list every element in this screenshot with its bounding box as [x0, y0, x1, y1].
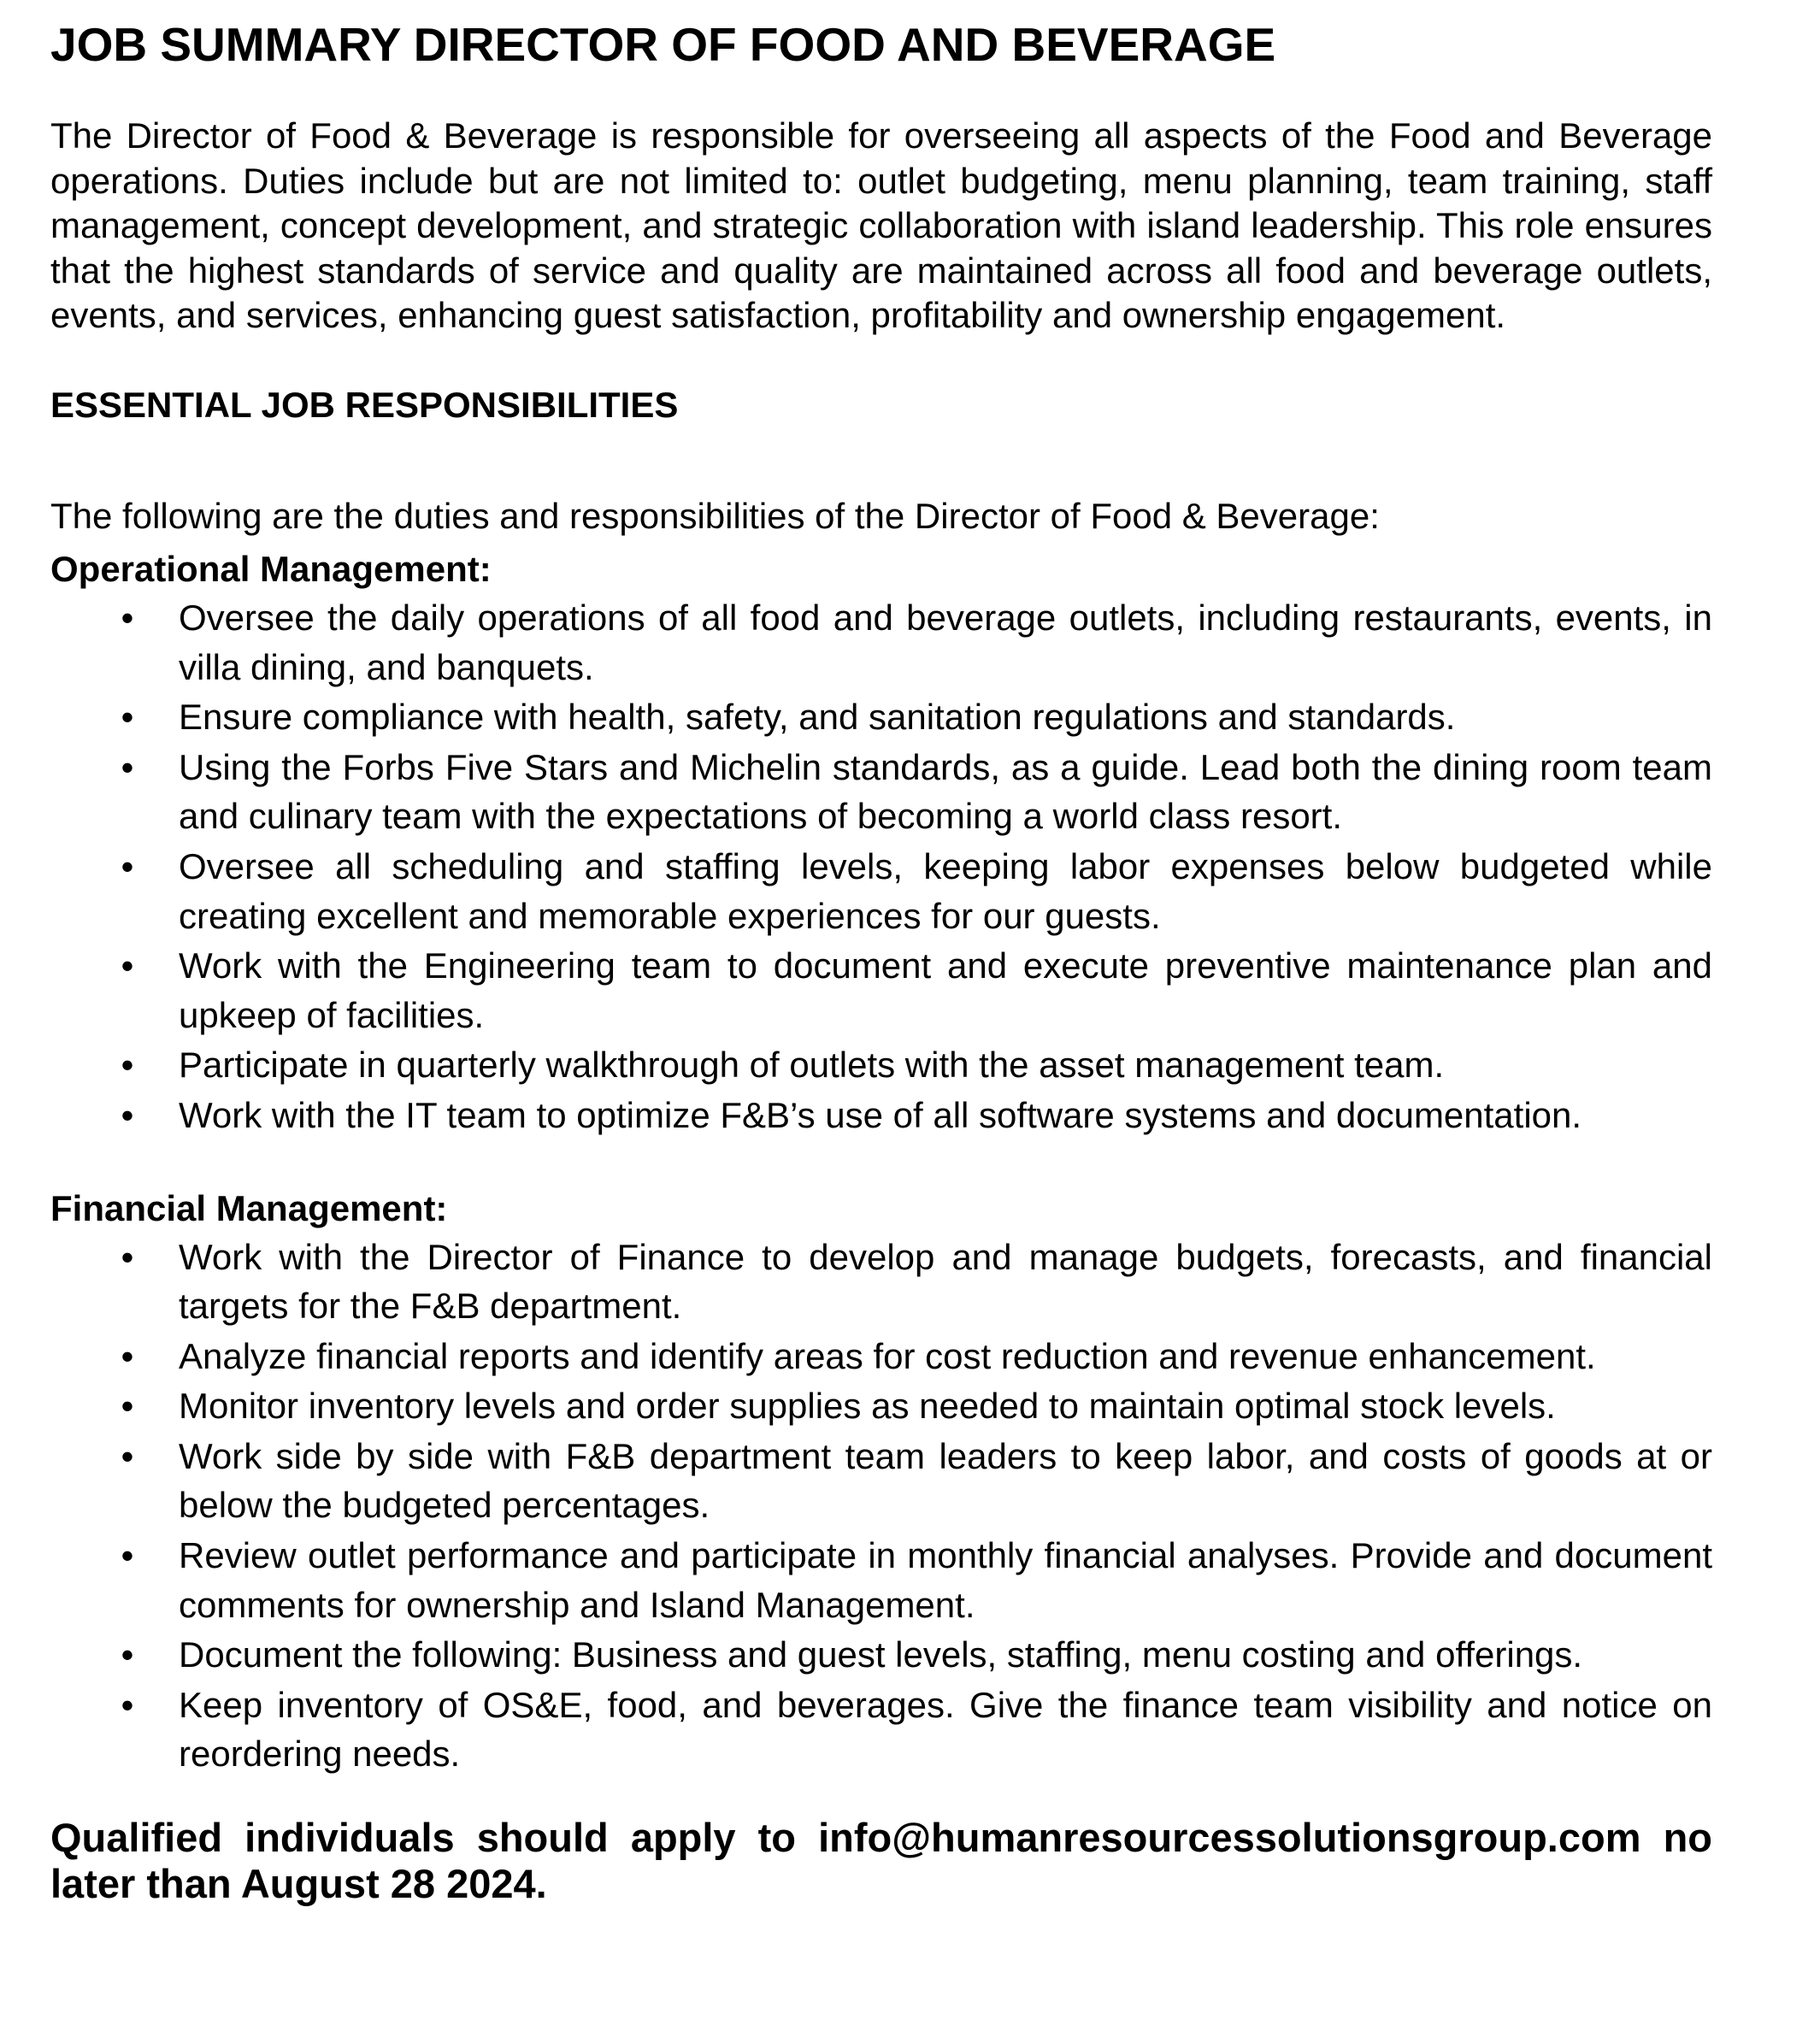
list-item: [50, 1381, 1712, 1431]
list-item-text: Monitor inventory levels and order supplies as needed to maintain optimal stock levels.: [179, 1386, 1556, 1427]
bullet-icon: •: [121, 845, 134, 886]
list-item: [50, 1233, 1712, 1331]
bullet-icon: •: [121, 1236, 134, 1277]
list-item-text: Ensure compliance with health, safety, and sanitation regulations and standards.: [179, 697, 1456, 738]
document-page: [50, 15, 1712, 1907]
financial-management-list: [50, 1233, 1712, 1780]
list-item: [50, 941, 1712, 1039]
bullet-icon: •: [121, 697, 134, 738]
list-item-text: Review outlet performance and participate in monthly financial analyses. Provide and document comments for ownership and Island Management.: [179, 1535, 1712, 1625]
bullet-icon: •: [121, 746, 134, 787]
list-item-text: Participate in quarterly walkthrough of outlets with the asset management team.: [179, 1045, 1445, 1086]
responsibilities-heading: ESSENTIAL JOB RESPONSIBILITIES: [50, 384, 679, 425]
responsibilities-intro: The following are the duties and responsibilities of the Director of Food & Beverage:: [50, 495, 1380, 536]
list-item-text: Work side by side with F&B department team leaders to keep labor, and costs of goods at or below the budgeted percentages.: [179, 1435, 1712, 1526]
list-item-text: Oversee all scheduling and staffing levels, keeping labor expenses below budgeted while creating excellent and memorable experiences for our guests.: [179, 845, 1712, 936]
list-item: [50, 1040, 1712, 1090]
list-item-text: Work with the IT team to optimize F&B’s use of all software systems and documentation.: [179, 1094, 1582, 1135]
list-item: [50, 842, 1712, 940]
bullet-icon: •: [121, 1634, 134, 1675]
job-summary-paragraph: The Director of Food & Beverage is responsible for overseeing all aspects of the Food and Beverage operations. Duties include but are not limited to: outlet budgeting, menu planning, team training, staff management, concept development, and strategic collaboration with island leadership. This role ensures that the highest standards of service and quality are maintained across all food and beverage outlets, events, and services, enhancing guest satisfaction, profitability and ownership engagement.: [50, 115, 1712, 336]
bullet-icon: •: [121, 1335, 134, 1376]
bullet-icon: •: [121, 1045, 134, 1086]
financial-management-heading: Financial Management:: [50, 1187, 448, 1228]
list-item: [50, 1531, 1712, 1629]
bullet-icon: •: [121, 1684, 134, 1725]
list-item-text: Work with the Director of Finance to develop and manage budgets, forecasts, and financial targets for the F&B department.: [179, 1236, 1712, 1327]
list-item-text: Using the Forbs Five Stars and Michelin standards, as a guide. Lead both the dining room team and culinary team with the expectations of becoming a world class resort.: [179, 746, 1712, 837]
list-item-text: Analyze financial reports and identify areas for cost reduction and revenue enhancement.: [179, 1335, 1596, 1376]
application-instructions: Qualified individuals should apply to info@humanresourcessolutionsgroup.com no later than August 28 2024.: [50, 1815, 1712, 1907]
operational-management-heading: Operational Management:: [50, 548, 492, 589]
list-item: [50, 743, 1712, 841]
list-item-text: Document the following: Business and guest levels, staffing, menu costing and offerings.: [179, 1634, 1583, 1675]
bullet-icon: •: [121, 1094, 134, 1135]
list-item: [50, 593, 1712, 692]
list-item-text: Work with the Engineering team to document and execute preventive maintenance plan and upkeep of facilities.: [179, 945, 1712, 1035]
list-item: [50, 1332, 1712, 1381]
bullet-icon: •: [121, 1435, 134, 1476]
list-item-text: Keep inventory of OS&E, food, and beverages. Give the finance team visibility and notice on reordering needs.: [179, 1684, 1712, 1775]
document-title: JOB SUMMARY DIRECTOR OF FOOD AND BEVERAGE: [50, 18, 1276, 71]
list-item: [50, 1432, 1712, 1530]
bullet-icon: •: [121, 597, 134, 638]
bullet-icon: •: [121, 945, 134, 986]
list-item-text: Oversee the daily operations of all food and beverage outlets, including restaurants, events, in villa dining, and banquets.: [179, 597, 1712, 687]
list-item: [50, 692, 1712, 742]
operational-management-list: [50, 593, 1712, 1140]
list-item: [50, 1681, 1712, 1779]
bullet-icon: •: [121, 1535, 134, 1576]
list-item: [50, 1091, 1712, 1140]
list-item: [50, 1630, 1712, 1680]
bullet-icon: •: [121, 1386, 134, 1427]
